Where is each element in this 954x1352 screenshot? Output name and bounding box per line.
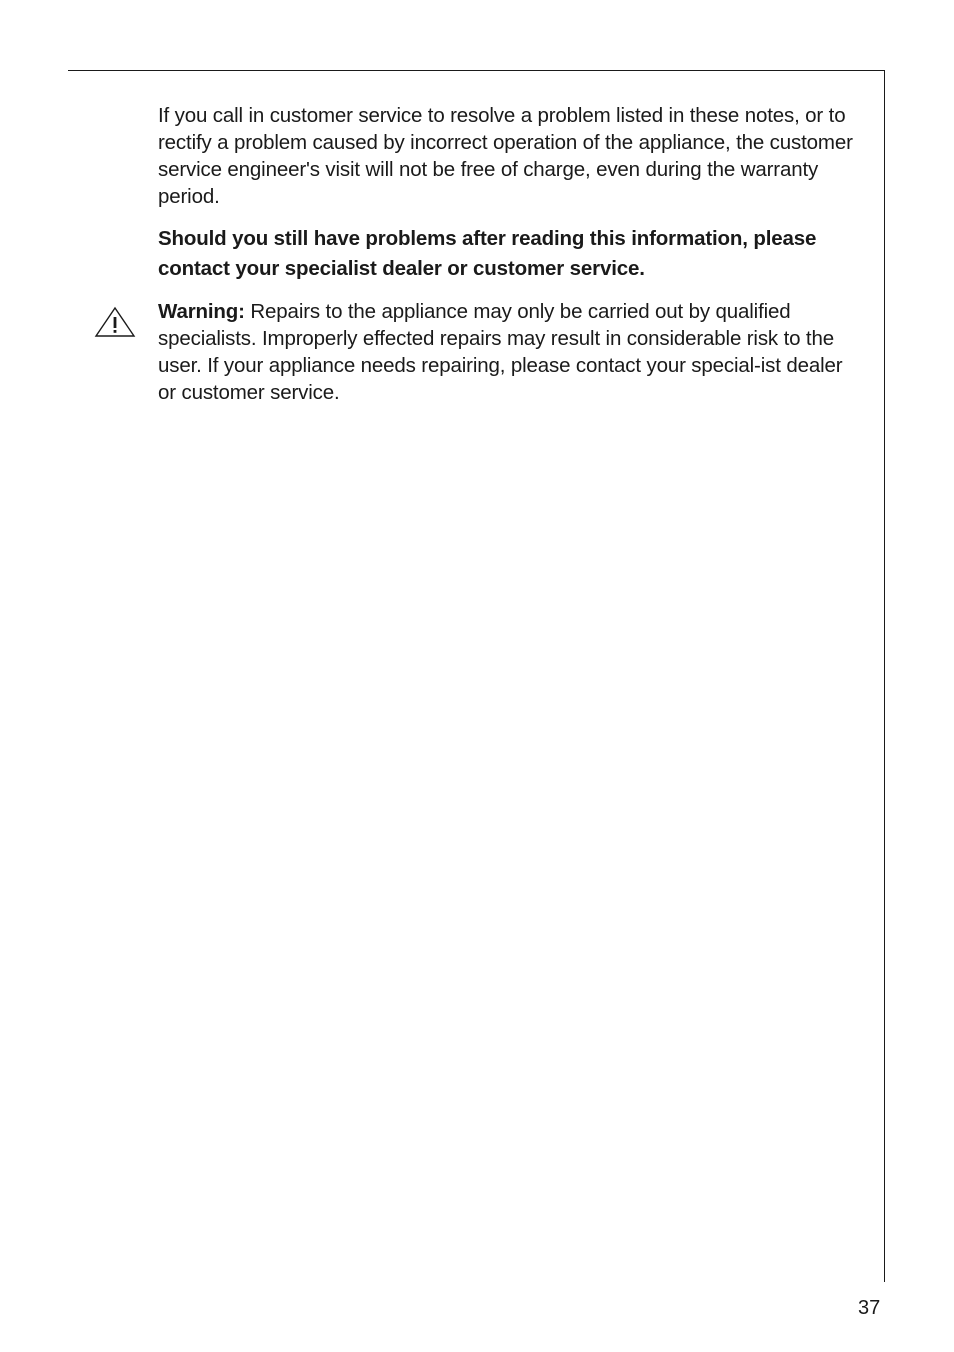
warning-label: Warning: <box>158 300 245 323</box>
service-note-paragraph: If you call in customer service to resolve a problem listed in these notes, or to rectify a problem caused by incorrect operation of the appliance, the customer service engineer's visit will not be free of charge, even during the warranty period. <box>158 104 853 208</box>
warning-block <box>158 298 863 406</box>
page-number: 37 <box>858 1297 881 1319</box>
warning-triangle-icon <box>94 306 136 338</box>
right-margin-rule <box>884 70 885 1282</box>
page-content <box>158 102 863 406</box>
top-rule <box>68 70 885 71</box>
warning-text: Repairs to the appliance may only be carried out by qualified specialists. Improperly effected repairs may result in considerable risk to the user. If your appliance needs repairing, please contact your special-ist dealer or customer service. <box>158 300 843 404</box>
contact-note-paragraph: Should you still have problems after reading this information, please contact your specialist dealer or customer service. <box>158 227 817 280</box>
